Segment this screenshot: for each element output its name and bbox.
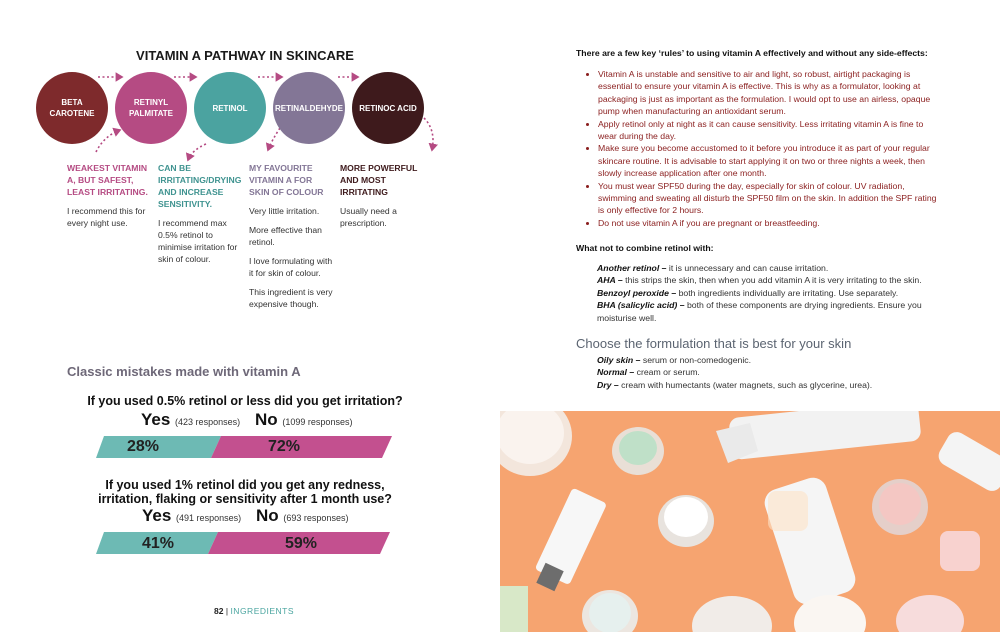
footer-separator: | — [225, 606, 229, 616]
rule-item: • Make sure you become accustomed to it before you introduce it as part of your regular skincare routine. It is advisable to start applying it on two or three nights a week, then slowly increase application after one month. — [598, 142, 938, 179]
survey-2-question: If you used 1% retinol did you get any redness, irritation, flaking or sensitivity after 1 month use? — [98, 478, 392, 506]
column-note: Usually need a prescription. — [340, 206, 397, 228]
column-note: Very little irritation. — [249, 206, 320, 216]
survey-1-yes — [141, 410, 240, 430]
survey-1-question: If you used 0.5% retinol or less did you get irritation? — [87, 394, 403, 408]
rules-intro: There are a few key ‘rules’ to using vitamin A effectively and without any side-effects: — [576, 48, 928, 58]
formulation-item: Oily skin – serum or non-comedogenic. — [597, 355, 752, 365]
choose-title: Choose the formulation that is best for your skin — [576, 336, 852, 351]
page-number: 82 — [214, 606, 224, 616]
circle-beta-carotene: BETA CAROTENE — [36, 72, 108, 144]
rule-item: • You must wear SPF50 during the day, especially for skin of colour. UV radiation, swimming and sweating all disturb the SPF50 film on the skin. In addition the SPF rating is only effective for 2 hours. — [598, 180, 938, 217]
not-combine-item: Benzoyl peroxide – both ingredients individually are irritating. Use separately. — [597, 287, 899, 298]
footer-section: INGREDIENTS — [230, 606, 295, 616]
yes-label: Yes — [142, 506, 172, 525]
classic-mistakes-title: Classic mistakes made with vitamin A — [67, 364, 301, 379]
no-label: No — [255, 410, 278, 429]
products-illustration — [500, 411, 1000, 632]
rule-item: • Do not use vitamin A if you are pregnant or breastfeeding. — [598, 217, 938, 229]
not-combine-list — [597, 262, 942, 324]
formulation-item: Dry – cream with humectants (water magnets, such as glycerine, urea). — [597, 379, 873, 390]
survey-2-no — [256, 506, 348, 526]
skincare-products-photo — [500, 411, 1000, 632]
page-footer — [214, 606, 294, 616]
arrow-8 — [424, 118, 433, 150]
column-heading: MY FAVOURITE VITAMIN A FOR SKIN OF COLOUR — [249, 163, 324, 197]
column-note: I love formulating with it for skin of colour. — [249, 256, 333, 278]
survey-1-yes-pct: 28% — [127, 438, 160, 455]
not-combine-item: Another retinol – it is unnecessary and can cause irritation. — [597, 263, 829, 273]
formulation-list — [597, 354, 942, 391]
arrow-5 — [96, 130, 120, 152]
column-retinoc-acid — [340, 162, 420, 236]
circle-retinol: RETINOL — [194, 72, 266, 144]
column-retinyl-palmitate — [158, 162, 242, 272]
circle-retinyl-palmitate: RETINYL PALMITATE — [115, 72, 187, 144]
survey-2-no-pct: 59% — [285, 535, 318, 552]
circle-retinoc-acid: RETINOC ACID — [352, 72, 424, 144]
not-combine-item: AHA – this strips the skin, then when you add vitamin A it is very irritating to the skin. — [597, 275, 922, 286]
survey-1-no — [255, 410, 352, 430]
survey-2-bar — [96, 532, 396, 556]
column-note: I recommend this for every night use. — [67, 206, 146, 228]
rule-item: • Vitamin A is unstable and sensitive to air and light, so robust, airtight packaging is essential to ensure your vitamin A is effective. This is why as a formulator, looking at packaging is just as important as the formulation. I would opt to use an airless, opaque pump when manufacturing an antioxidant serum. — [598, 68, 938, 118]
arrow-7 — [268, 128, 280, 150]
survey-1-no-pct: 72% — [268, 438, 301, 455]
arrow-6 — [188, 144, 206, 160]
no-responses: (1099 responses) — [282, 417, 353, 427]
formulation-item: Normal – cream or serum. — [597, 367, 700, 378]
column-note: More effective than retinol. — [249, 225, 322, 247]
column-heading: WEAKEST VITAMIN A, BUT SAFEST, LEAST IRRITATING. — [67, 163, 148, 197]
column-heading: MORE POWERFUL AND MOST IRRITATING — [340, 163, 418, 197]
yes-label: Yes — [141, 410, 171, 429]
survey-2-yes — [142, 506, 241, 526]
column-beta-carotene — [67, 162, 155, 236]
no-label: No — [256, 506, 279, 525]
column-retinaldehyde — [249, 162, 333, 317]
column-note: This ingredient is very expensive though. — [249, 287, 333, 309]
rules-list — [578, 68, 938, 229]
survey-1-no-segment — [211, 436, 392, 458]
pathway-title: VITAMIN A PATHWAY IN SKINCARE — [136, 48, 354, 63]
not-combine-item: BHA (salicylic acid) – both of these components are drying ingredients. Ensure you moisturise well. — [597, 300, 922, 323]
yes-responses: (491 responses) — [176, 513, 242, 523]
column-heading: CAN BE IRRITATING/DRYING AND INCREASE SENSITIVITY. — [158, 163, 242, 209]
survey-2-yes-pct: 41% — [142, 535, 175, 552]
not-combine-title: What not to combine retinol with: — [576, 243, 714, 253]
rule-item: • Apply retinol only at night as it can cause sensitivity. Less irritating vitamin A is fine to wear during the day. — [598, 118, 938, 143]
circle-retinaldehyde: RETINALDEHYDE — [273, 72, 345, 144]
column-note: I recommend max 0.5% retinol to minimise irritation for skin of colour. — [158, 218, 238, 264]
yes-responses: (423 responses) — [175, 417, 241, 427]
no-responses: (693 responses) — [283, 513, 349, 523]
